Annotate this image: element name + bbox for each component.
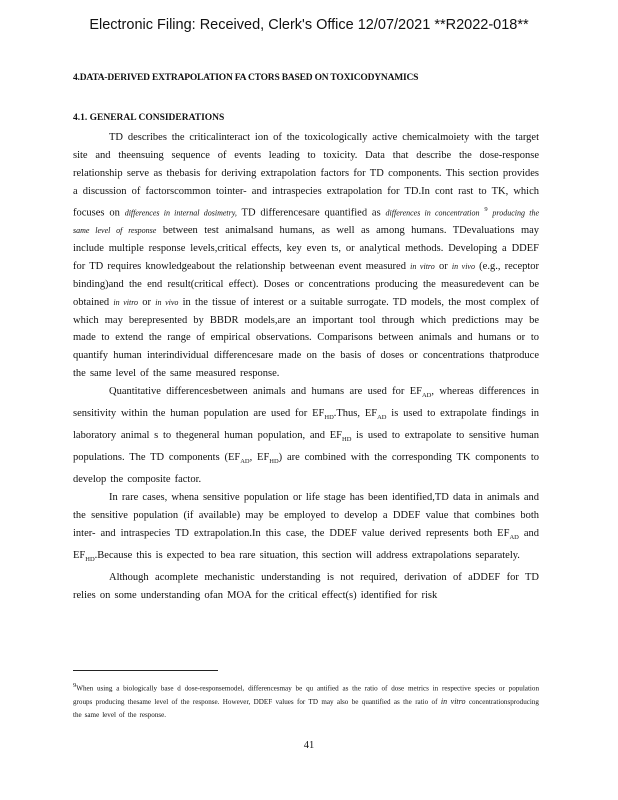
p2-text-c: .Thus, EF: [333, 408, 378, 420]
p2-subscript: HD: [324, 414, 334, 422]
p2-subscript: HD: [342, 436, 352, 444]
p1-italic-in-vivo: in vivo: [451, 261, 475, 271]
p1-text-f: or: [142, 296, 152, 308]
p1-text-c: between test animalsand humans, as well as among humans. TDevaluations may include multiple response levels,critical effects, key even ts, or analytical methods. Developing a DDEF for TD requires knowledgeabout the relationship betweenan event measured: [73, 225, 540, 272]
footnote-text-b: concentrationsproducing the same level of the response.: [73, 698, 539, 720]
p1-text-g: in the tissue of interest or a suitable surrogate. TD models, the most complex of which may berepresented by BBDR models,are an important tool through which predictions may be made to extend the range of empirical observations. Comparisons between animals and humans or to quantify human interindividual differencesare made on the basis of doses or concentrations thatproduce the same level of the same measured response.: [73, 296, 540, 380]
p2-text-a: Quantitative differencesbetween animals and humans are used for EF: [109, 386, 422, 398]
footnote: [73, 679, 539, 722]
p1-text-d: or: [438, 260, 448, 272]
p1-italic-in-vitro-2: in vitro: [113, 297, 139, 307]
p1-text-b: TD differencesare quantified as: [241, 207, 381, 219]
p3-text-b: and EF: [73, 527, 539, 561]
footnote-marker: 9: [73, 682, 77, 689]
paragraph-4: [73, 569, 539, 605]
p1-italic-response: producing the same level of response: [73, 208, 540, 236]
paragraph-1: [73, 129, 539, 383]
p3-text-c: .Because this is expected to bea rare situation, this section will address extrapolations separately.: [94, 549, 520, 561]
p2-text-d: is used to extrapolate findings in laboratory animal s to thegeneral human population, and EF: [73, 408, 539, 442]
paragraph-2: [73, 383, 539, 489]
p2-subscript: AD: [240, 458, 250, 466]
body-text: [73, 129, 539, 605]
paragraph-3: [73, 489, 539, 569]
p3-text-a: In rare cases, whena sensitive population or life stage has been identified,TD data in animals and the sensitive population (if available) may be employed to develop a DDEF value that combines both inter- and intraspecies TD extrapolation.In this case, the DDEF value derived represents both EF: [73, 492, 539, 539]
footnote-divider: [73, 670, 218, 671]
p3-subscript: AD: [509, 534, 519, 541]
section-title: 4.DATA-DERIVED EXTRAPOLATION FA CTORS BASED ON TOXICODYNAMICS: [73, 73, 419, 83]
footnote-reference[interactable]: 9: [484, 205, 488, 213]
p4-text-a: Although acomplete mechanistic understanding is not required, derivation of aDDEF for TD relies on some understanding ofan MOA for the critical effect(s) identified for risk: [73, 571, 539, 601]
p1-italic-internal-dosimetry: differences in internal dosimetry,: [124, 208, 237, 218]
footnote-italic-in-vitro: in vitro: [440, 697, 466, 707]
p3-subscript: HD: [85, 556, 95, 563]
p2-subscript: HD: [269, 458, 279, 466]
filing-header: Electronic Filing: Received, Clerk's Office 12/07/2021 **R2022-018**: [89, 17, 529, 33]
page-number: 41: [303, 740, 315, 751]
p2-subscript: AD: [421, 392, 432, 400]
p2-subscript: AD: [377, 414, 387, 422]
p1-italic-concentration: differences in concentration: [385, 208, 480, 218]
p1-text-e: (e.g., receptor binding)and the end result(critical effect). Doses or concentrations producing the measuredevent can be obtained: [73, 260, 540, 308]
p2-text-g: ) are combined with the corresponding TK components to develop the composite factor.: [73, 452, 539, 486]
subsection-title: 4.1. GENERAL CONSIDERATIONS: [73, 113, 225, 123]
p1-italic-in-vitro: in vitro: [410, 261, 435, 271]
p2-text-e: is used to extrapolate to sensitive human populations. The TD components (EF: [73, 430, 540, 464]
p1-italic-in-vivo-2: in vivo: [155, 297, 179, 307]
p1-text-a: TD describes the criticalinteract ion of the toxicologically active chemicalmoiety with the target site and theensuing sequence of events leading to toxicity. Data that describe the dose-response relationship serve as thebasis for deriving extrapolation factors for TD components. This section provides a discussion of factorscommon tointer- and intraspecies extrapolation for TD.In cont rast to TK, which focuses on: [73, 132, 539, 219]
footnote-text-a: When using a biologically base d dose-responsemodel, differencesmay be qu antified as the ratio of dose metrics in respective species or population groups producing thesame level of the response. However, DDEF values for TD may also be quantified as the ratio of: [73, 684, 539, 707]
p2-text-f: , EF: [249, 452, 270, 464]
p2-text-b: , whereas differences in sensitivity within the human population are used for EF: [73, 386, 539, 420]
